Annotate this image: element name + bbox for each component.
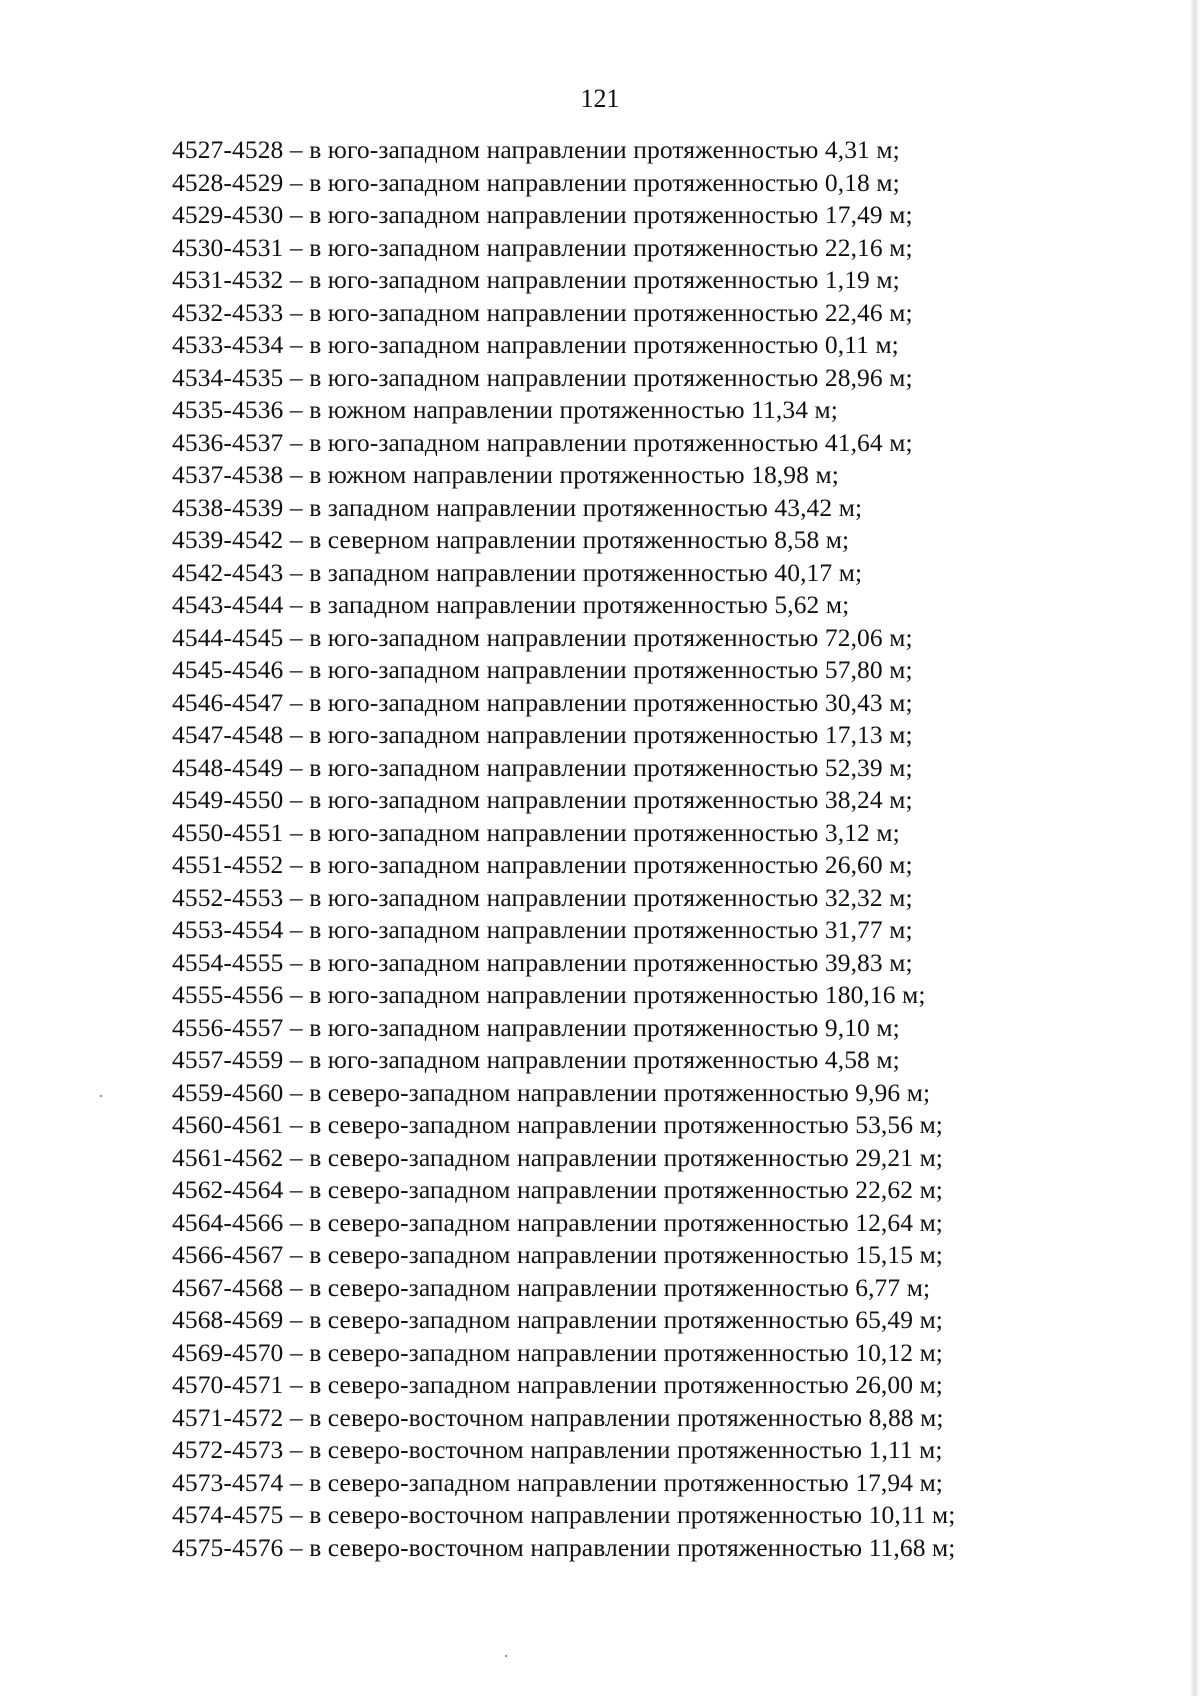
list-item: 4571-4572 – в северо-восточном направлении протяженностью 8,88 м;: [172, 1402, 944, 1432]
list-item: 4534-4535 – в юго-западном направлении протяженностью 28,96 м;: [172, 362, 913, 392]
scan-edge-shadow: [1190, 0, 1200, 1696]
list-item: 4554-4555 – в юго-западном направлении протяженностью 39,83 м;: [172, 947, 913, 977]
list-item: 4568-4569 – в северо-западном направлении протяженностью 65,49 м;: [172, 1305, 943, 1334]
list-item: 4527-4528 – в юго-западном направлении протяженностью 4,31 м;: [172, 135, 900, 164]
list-item: 4549-4550 – в юго-западном направлении протяженностью 38,24 м;: [172, 785, 913, 814]
list-item: 4569-4570 – в северо-западном направлении протяженностью 10,12 м;: [172, 1337, 943, 1367]
list-item: 4553-4554 – в юго-западном направлении протяженностью 31,77 м;: [172, 915, 913, 944]
list-item: 4545-4546 – в юго-западном направлении протяженностью 57,80 м;: [172, 655, 913, 684]
list-item: 4562-4564 – в северо-западном направлении протяженностью 22,62 м;: [172, 1175, 943, 1204]
list-item: 4567-4568 – в северо-западном направлении протяженностью 6,77 м;: [172, 1272, 931, 1302]
list-item: 4550-4551 – в юго-западном направлении протяженностью 3,12 м;: [172, 817, 900, 847]
list-item: 4532-4533 – в юго-западном направлении протяженностью 22,46 м;: [172, 297, 913, 327]
scan-speck: [505, 1655, 507, 1657]
list-item: 4555-4556 – в юго-западном направлении протяженностью 180,16 м;: [172, 980, 926, 1009]
list-item: 4559-4560 – в северо-западном направлении протяженностью 9,96 м;: [172, 1077, 931, 1107]
list-item: 4539-4542 – в северном направлении протяженностью 8,58 м;: [172, 525, 850, 554]
list-item: 4536-4537 – в юго-западном направлении протяженностью 41,64 м;: [172, 427, 913, 457]
list-item: 4544-4545 – в юго-западном направлении протяженностью 72,06 м;: [172, 622, 913, 652]
list-item: 4575-4576 – в северо-восточном направлении протяженностью 11,68 м;: [172, 1532, 956, 1562]
list-item: 4556-4557 – в юго-западном направлении протяженностью 9,10 м;: [172, 1012, 900, 1042]
list-item: 4566-4567 – в северо-западном направлении протяженностью 15,15 м;: [172, 1240, 943, 1269]
list-item: 4546-4547 – в юго-западном направлении протяженностью 30,43 м;: [172, 687, 913, 717]
list-item: 4548-4549 – в юго-западном направлении протяженностью 52,39 м;: [172, 752, 913, 782]
list-item: 4542-4543 – в западном направлении протяженностью 40,17 м;: [172, 557, 863, 587]
list-item: 4574-4575 – в северо-восточном направлении протяженностью 10,11 м;: [172, 1500, 956, 1529]
list-item: 4557-4559 – в юго-западном направлении протяженностью 4,58 м;: [172, 1045, 900, 1074]
list-item: 4537-4538 – в южном направлении протяженностью 18,98 м;: [172, 460, 839, 489]
list-item: 4573-4574 – в северо-западном направлении протяженностью 17,94 м;: [172, 1467, 943, 1497]
list-item: 4564-4566 – в северо-западном направлении протяженностью 12,64 м;: [172, 1207, 943, 1237]
list-item: 4570-4571 – в северо-западном направлении протяженностью 26,00 м;: [172, 1370, 943, 1399]
list-item: 4552-4553 – в юго-западном направлении протяженностью 32,32 м;: [172, 882, 913, 912]
list-item: 4572-4573 – в северо-восточном направлении протяженностью 1,11 м;: [172, 1435, 943, 1464]
list-item: 4528-4529 – в юго-западном направлении протяженностью 0,18 м;: [172, 167, 900, 197]
list-item: 4560-4561 – в северо-западном направлении протяженностью 53,56 м;: [172, 1110, 943, 1139]
page-number: 121: [580, 84, 620, 113]
list-item: 4533-4534 – в юго-западном направлении протяженностью 0,11 м;: [172, 330, 899, 359]
list-item: 4529-4530 – в юго-западном направлении протяженностью 17,49 м;: [172, 200, 913, 229]
list-item: 4551-4552 – в юго-западном направлении протяженностью 26,60 м;: [172, 850, 913, 879]
list-item: 4530-4531 – в юго-западном направлении протяженностью 22,16 м;: [172, 232, 913, 262]
list-item: 4561-4562 – в северо-западном направлении протяженностью 29,21 м;: [172, 1142, 943, 1172]
list-item: 4535-4536 – в южном направлении протяженностью 11,34 м;: [172, 395, 838, 424]
list-item: 4531-4532 – в юго-западном направлении протяженностью 1,19 м;: [172, 265, 900, 294]
boundary-segment-list: [172, 134, 1072, 1564]
list-item: 4543-4544 – в западном направлении протяженностью 5,62 м;: [172, 590, 850, 619]
scan-speck: [100, 1095, 102, 1097]
list-item: 4538-4539 – в западном направлении протяженностью 43,42 м;: [172, 492, 863, 522]
list-item: 4547-4548 – в юго-западном направлении протяженностью 17,13 м;: [172, 720, 913, 749]
